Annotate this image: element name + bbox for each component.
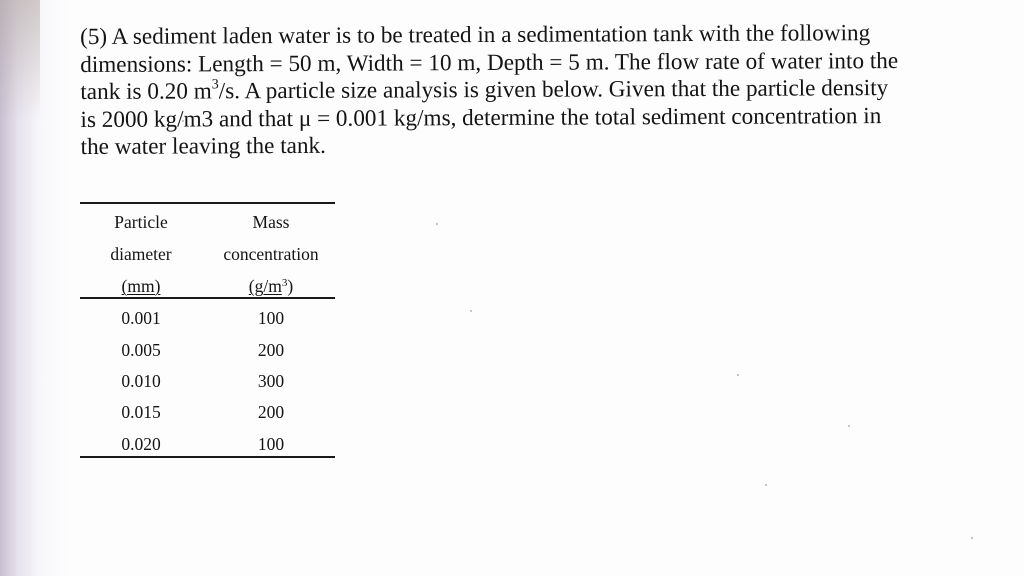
cell-concentration: 300 — [257, 371, 285, 391]
problem-line-3-start: tank is 0.20 m — [80, 78, 212, 106]
table-row — [80, 308, 335, 330]
problem-line-5: the water leaving the tank. — [80, 133, 326, 161]
header-diameter-unit-text: (mm) — [121, 276, 161, 296]
photo-edge-shadow — [0, 0, 70, 576]
cubed-superscript: 3 — [211, 77, 219, 93]
cell-concentration: 100 — [257, 308, 285, 328]
problem-line-4: is 2000 kg/m3 and that μ = 0.001 kg/ms, determine the total sediment concentration in — [80, 102, 882, 133]
cell-diameter: 0.005 — [121, 340, 161, 360]
header-concentration-line1: Mass — [252, 212, 290, 232]
problem-line-3 — [80, 75, 980, 107]
header-diameter-line1: Particle — [114, 212, 168, 232]
cell-concentration: 100 — [257, 434, 285, 454]
table-row — [80, 434, 335, 456]
photo-edge-shadow-top — [0, 0, 40, 120]
table-header-rule — [80, 297, 335, 299]
cell-concentration: 200 — [257, 402, 285, 422]
header-concentration-unit-end: ) — [287, 276, 294, 296]
cell-diameter: 0.001 — [121, 308, 161, 328]
cell-diameter: 0.015 — [121, 402, 161, 422]
cell-diameter: 0.020 — [121, 434, 161, 454]
cell-concentration: 200 — [257, 340, 285, 360]
paper-speck — [971, 537, 973, 539]
paper-speck — [436, 223, 438, 225]
table-row — [80, 340, 335, 362]
problem-statement — [80, 20, 981, 162]
paper-speck — [765, 484, 767, 486]
table-row — [80, 371, 335, 393]
problem-line-1: (5) A sediment laden water is to be treated in a sedimentation tank with the following — [80, 20, 871, 50]
header-diameter-unit — [90, 276, 192, 296]
paper-speck — [737, 374, 739, 376]
header-concentration-unit — [205, 276, 337, 299]
header-concentration-line2: concentration — [223, 244, 319, 264]
header-diameter-line2: diameter — [110, 244, 172, 264]
header-concentration-unit-base: (g/m — [248, 276, 282, 296]
problem-line-2: dimensions: Length = 50 m, Width = 10 m, Depth = 5 m. The flow rate of water into the — [80, 47, 899, 78]
header-concentration-unit-sup: 3 — [281, 277, 288, 289]
table-row — [80, 402, 335, 424]
paper-speck — [848, 425, 850, 427]
paper-speck — [470, 310, 472, 312]
problem-line-3-end: /s. A particle size analysis is given below. Given that the particle density — [218, 75, 889, 105]
table-top-rule — [80, 202, 335, 204]
table-bottom-rule — [80, 456, 335, 458]
cell-diameter: 0.010 — [121, 371, 161, 391]
